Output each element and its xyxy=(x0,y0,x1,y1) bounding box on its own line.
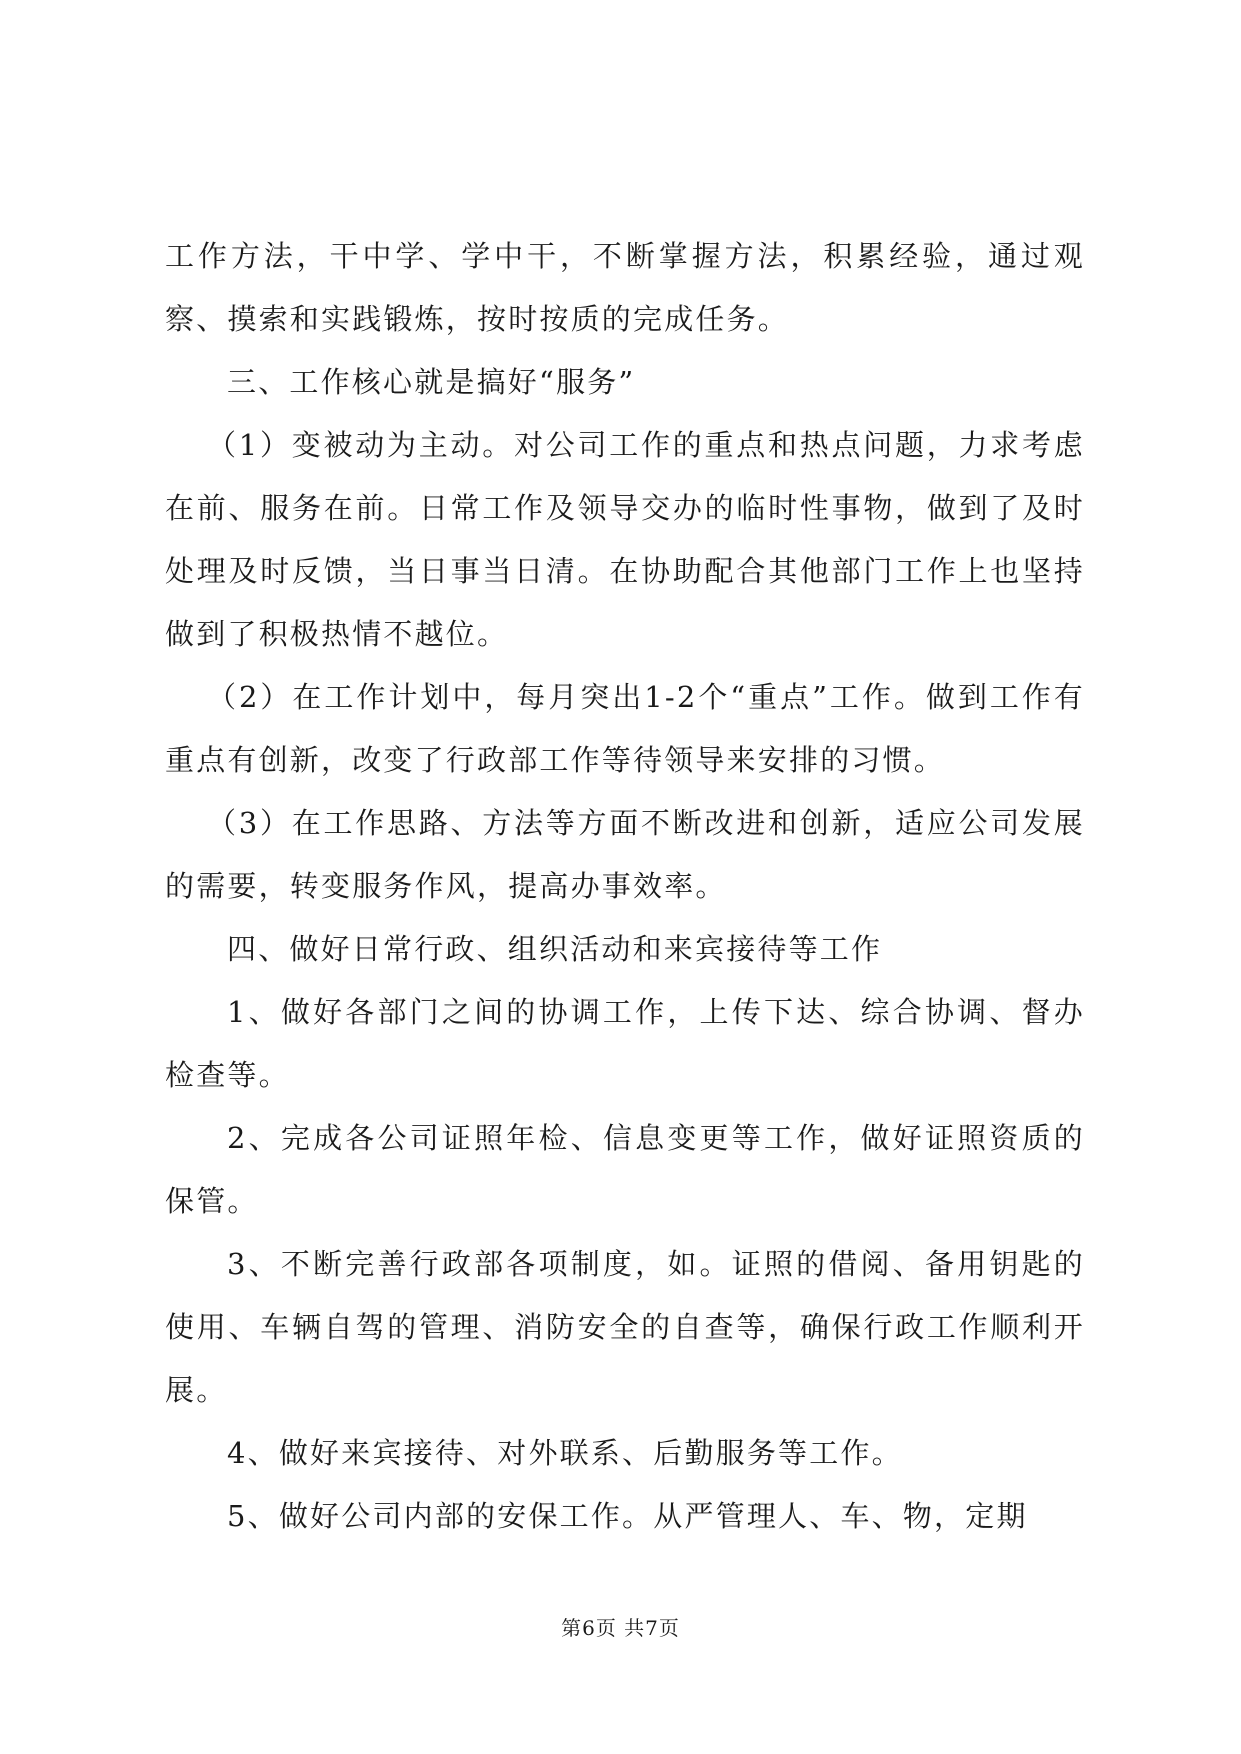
paragraph-item-1: （1）变被动为主动。对公司工作的重点和热点问题，力求考虑在前、服务在前。日常工作及领导交办的临时性事物，做到了及时处理及时反馈，当日事当日清。在协助配合其他部门工作上也坚持做到了积极热情不越位。 xyxy=(165,428,1085,651)
list-item-5: 5、做好公司内部的安保工作。从严管理人、车、物，定期 xyxy=(227,1499,1028,1533)
page-footer: 第6页 共7页 xyxy=(561,1616,680,1640)
list-item-1: 1、做好各部门之间的协调工作，上传下达、综合协调、督办检查等。 xyxy=(165,995,1085,1092)
heading-section-four: 四、做好日常行政、组织活动和来宾接待等工作 xyxy=(227,932,883,966)
list-item-4: 4、做好来宾接待、对外联系、后勤服务等工作。 xyxy=(227,1436,903,1470)
paragraph-item-2: （2）在工作计划中，每月突出1-2个“重点”工作。做到工作有重点有创新，改变了行政部工作等待领导来安排的习惯。 xyxy=(165,680,1085,777)
document-body xyxy=(165,225,1085,1548)
list-item-2: 2、完成各公司证照年检、信息变更等工作，做好证照资质的保管。 xyxy=(165,1121,1085,1218)
paragraph-item-3: （3）在工作思路、方法等方面不断改进和创新，适应公司发展的需要，转变服务作风，提高办事效率。 xyxy=(165,806,1085,903)
heading-section-three: 三、工作核心就是搞好“服务” xyxy=(227,365,636,399)
paragraph-work-method: 工作方法，干中学、学中干，不断掌握方法，积累经验，通过观察、摸索和实践锻炼，按时按质的完成任务。 xyxy=(165,239,1085,336)
list-item-3: 3、不断完善行政部各项制度，如。证照的借阅、备用钥匙的使用、车辆自驾的管理、消防安全的自查等，确保行政工作顺利开展。 xyxy=(165,1247,1085,1407)
